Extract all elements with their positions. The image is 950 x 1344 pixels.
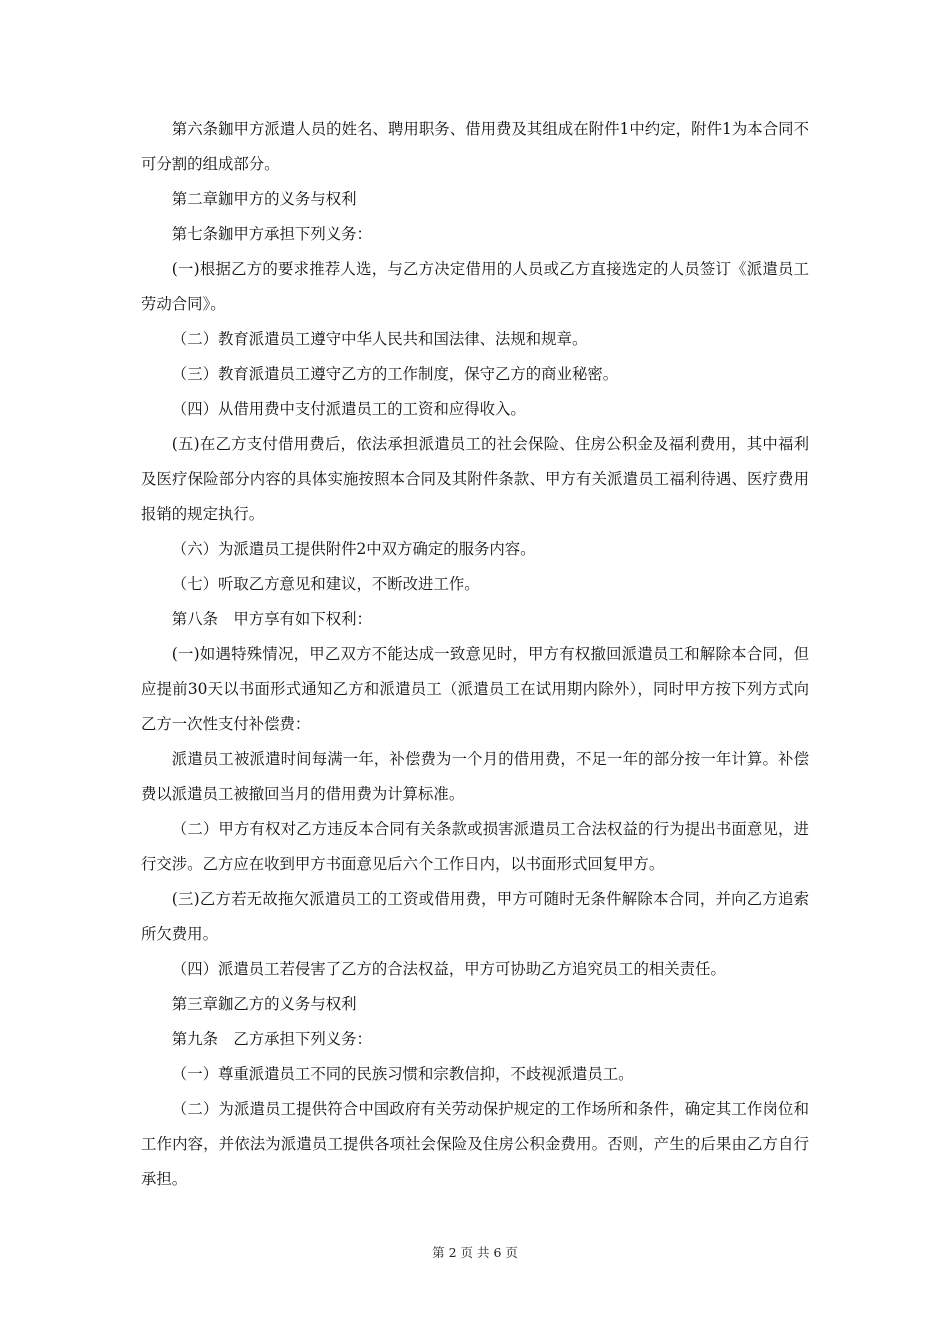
- clause-9-item-2: （二）为派遣员工提供符合中国政府有关劳动保护规定的工作场所和条件，确定其工作岗位和工作内容，并依法为派遣员工提供各项社会保险及住房公积金费用。否则，产生的后果由乙方自行承担。: [141, 1100, 809, 1188]
- clause-8-item-4: （四）派遣员工若侵害了乙方的合法权益，甲方可协助乙方追究员工的相关责任。: [171, 960, 726, 978]
- clause-7-item-2: （二）教育派遣员工遵守中华人民共和国法律、法规和规章。: [171, 330, 588, 348]
- clause-7-item-4: （四）从借用费中支付派遣员工的工资和应得收入。: [171, 400, 526, 418]
- clause-7-item-5: (五)在乙方支付借用费后，依法承担派遣员工的社会保险、住房公积金及福利费用，其中福利及医疗保险部分内容的具体实施按照本合同及其附件条款、甲方有关派遣员工福利待遇、医疗费用报销的规定执行。: [141, 435, 809, 523]
- clause-8-compensation: 派遣员工被派遣时间每满一年，补偿费为一个月的借用费，不足一年的部分按一年计算。补偿费以派遣员工被撤回当月的借用费为计算标准。: [141, 750, 809, 803]
- page-footer: 第 2 页 共 6 页: [432, 1245, 518, 1260]
- clause-7-item-3: （三）教育派遣员工遵守乙方的工作制度，保守乙方的商业秘密。: [171, 365, 619, 383]
- clause-7: 第七条鉫甲方承担下列义务：: [171, 225, 372, 243]
- clause-8-item-2: （二）甲方有权对乙方违反本合同有关条款或损害派遣员工合法权益的行为提出书面意见，进行交涉。乙方应在收到甲方书面意见后六个工作日内，以书面形式回复甲方。: [141, 820, 809, 873]
- chapter-2-heading: 第二章鉫甲方的义务与权利: [171, 190, 357, 208]
- clause-8-item-3: (三)乙方若无故拖欠派遣员工的工资或借用费，甲方可随时无条件解除本合同，并向乙方追索所欠费用。: [141, 890, 809, 943]
- clause-9-item-1: （一）尊重派遣员工不同的民族习惯和宗教信抑，不歧视派遣员工。: [171, 1065, 634, 1083]
- clause-8: 第八条 甲方享有如下权利：: [171, 610, 372, 628]
- clause-8-item-1: (一)如遇特殊情况，甲乙双方不能达成一致意见时，甲方有权撤回派遣员工和解除本合同，但应提前30天以书面形式通知乙方和派遣员工（派遣员工在试用期内除外），同时甲方按下列方式向乙方一次性支付补偿费：: [141, 645, 809, 733]
- clause-6: 第六条鉫甲方派遣人员的姓名、聘用职务、借用费及其组成在附件1中约定，附件1为本合同不可分割的组成部分。: [141, 120, 809, 173]
- clause-7-item-7: （七）听取乙方意见和建议，不断改进工作。: [171, 575, 480, 593]
- chapter-3-heading: 第三章鉫乙方的义务与权利: [171, 995, 357, 1013]
- clause-7-item-1: (一)根据乙方的要求推荐人选，与乙方决定借用的人员或乙方直接选定的人员签订《派遣员工劳动合同》。: [141, 260, 809, 313]
- contract-body: [141, 112, 809, 1197]
- clause-7-item-6: （六）为派遣员工提供附件2中双方确定的服务内容。: [171, 540, 536, 558]
- clause-9: 第九条 乙方承担下列义务：: [171, 1030, 372, 1048]
